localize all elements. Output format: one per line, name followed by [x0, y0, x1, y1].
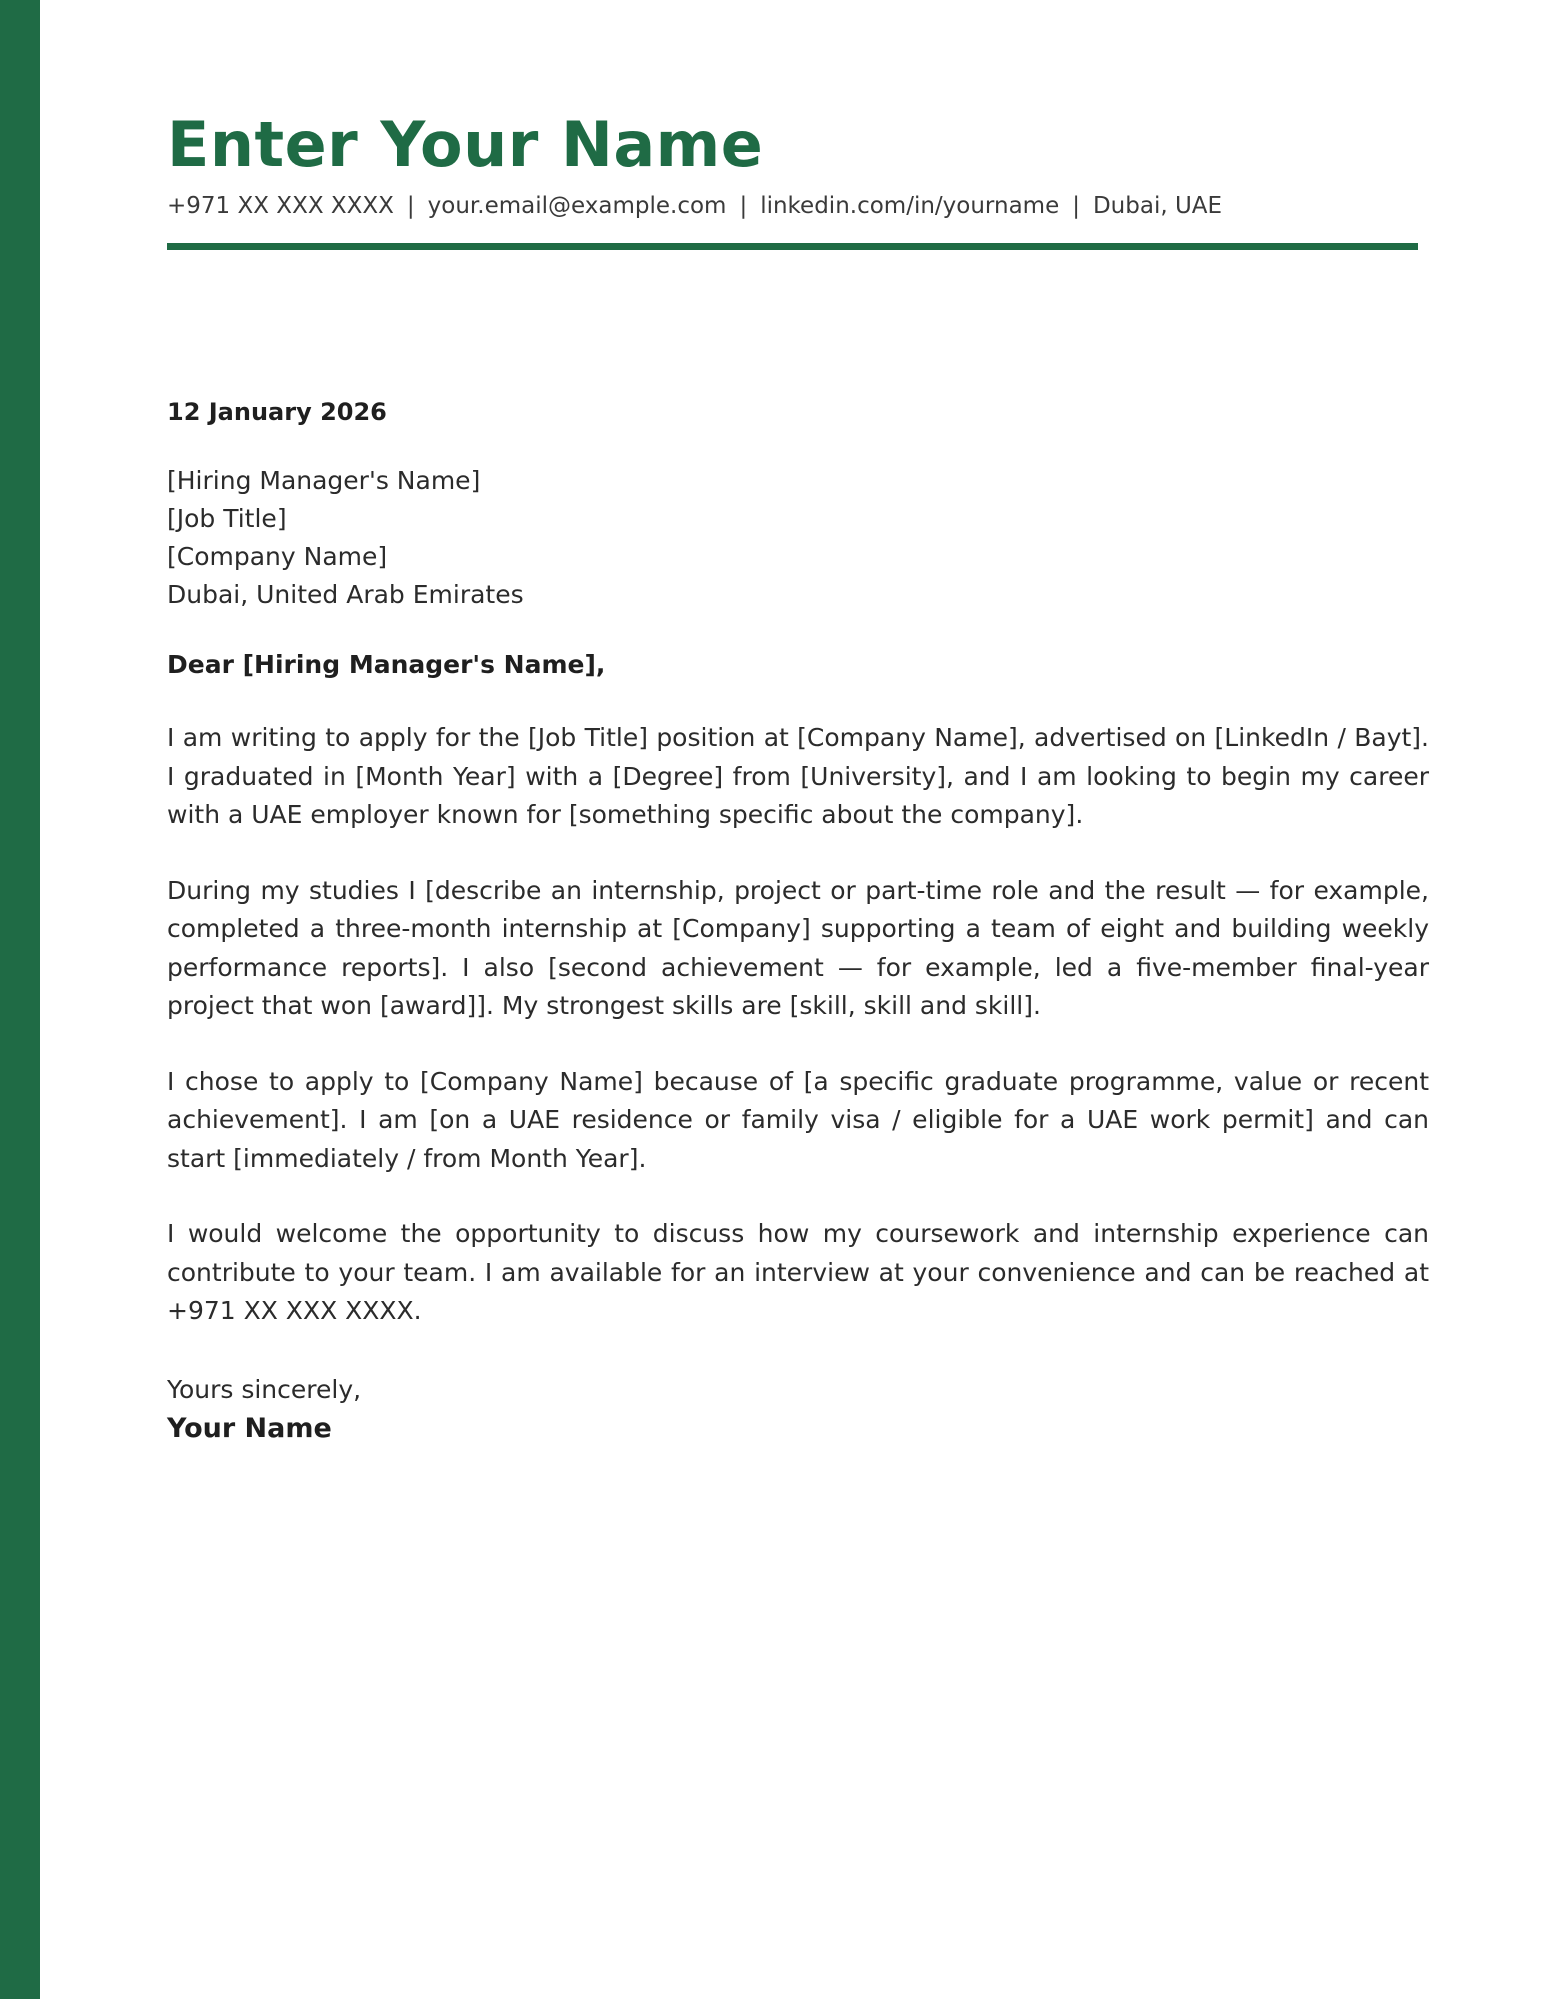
- signature-name: Your Name: [167, 1412, 332, 1444]
- body-paragraph-1: I am writing to apply for the [Job Title] position at [Company Name], advertised on [LinkedIn / Bayt]. I graduated in [Month Year] with a [Degree] from [University], and I am looking to begin my career with a UAE employer known for [something specific about the company].: [167, 723, 1429, 829]
- contact-email: your.email@example.com: [427, 193, 727, 219]
- closing: Yours sincerely,: [167, 1374, 362, 1404]
- recipient-name: [Hiring Manager's Name]: [167, 466, 481, 495]
- contact-location: Dubai, UAE: [1092, 193, 1223, 219]
- recipient-title: [Job Title]: [167, 504, 287, 533]
- recipient-address: Dubai, United Arab Emirates: [167, 580, 524, 609]
- contact-separator: |: [406, 193, 415, 219]
- header-divider: [167, 243, 1418, 250]
- accent-sidebar: [0, 0, 40, 1999]
- recipient-block: [167, 462, 1429, 614]
- body-paragraph-3: I chose to apply to [Company Name] because of [a specific graduate programme, value or recent achievement]. I am [on a UAE residence or family visa / eligible for a UAE work permit] and can start [immediately / from Month Year].: [167, 1066, 1429, 1173]
- applicant-name: Enter Your Name: [167, 108, 764, 181]
- letter-date: 12 January 2026: [167, 398, 387, 426]
- contact-phone: +971 XX XXX XXXX: [167, 193, 394, 219]
- contact-separator: |: [1072, 193, 1080, 219]
- contact-line: [167, 191, 1429, 221]
- contact-separator: |: [739, 193, 748, 219]
- recipient-company: [Company Name]: [167, 542, 388, 571]
- salutation: Dear [Hiring Manager's Name],: [167, 650, 606, 679]
- cover-letter-page: [167, 105, 1429, 1449]
- body-paragraph-4: I would welcome the opportunity to discuss how my coursework and internship experience can contribute to your team. I am available for an interview at your convenience and can be reached at +971 XX XXX XXXX.: [167, 1219, 1429, 1325]
- body-paragraph-2: During my studies I [describe an internship, project or part-time role and the result — for example, completed a three-month internship at [Company] supporting a team of eight and building weekly performance reports]. I also [second achievement — for example, led a five-member final-year project that won [award]]. My strongest skills are [skill, skill and skill].: [167, 875, 1429, 1020]
- contact-linkedin: linkedin.com/in/yourname: [760, 193, 1060, 219]
